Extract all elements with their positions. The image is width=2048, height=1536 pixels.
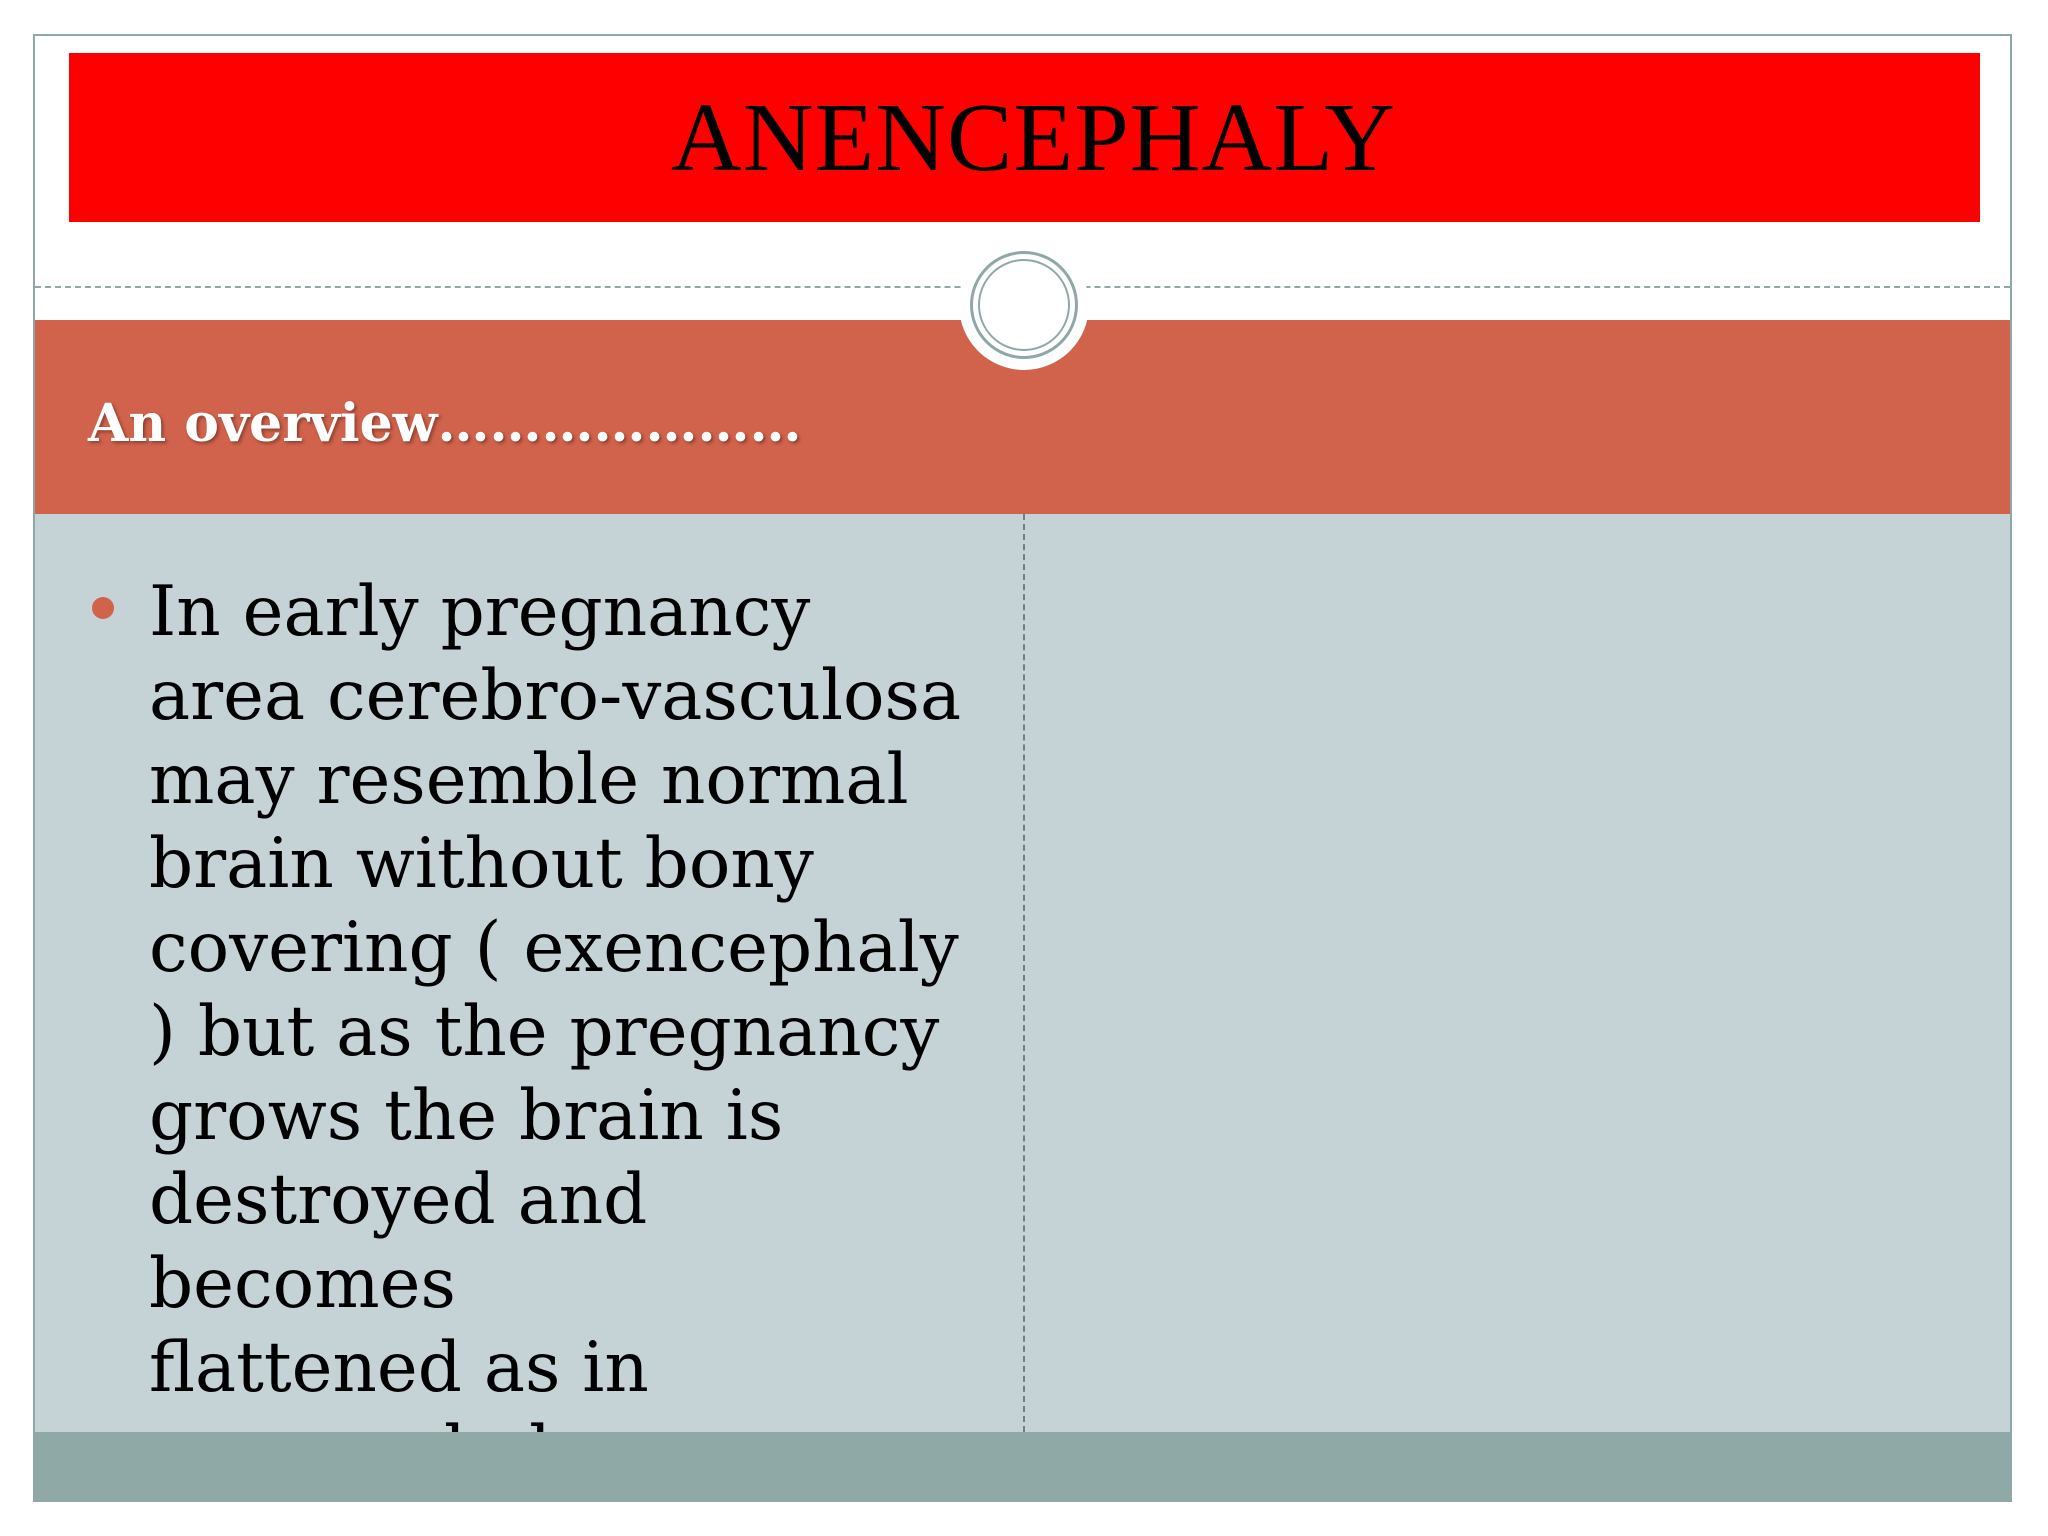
slide (33, 34, 2012, 1502)
footer-band (35, 1432, 2010, 1502)
circle-ring (970, 251, 1078, 359)
bullet-dot-icon (92, 597, 114, 619)
circle-ornament-icon (959, 240, 1089, 370)
column-divider (1023, 514, 1025, 1432)
slide-subtitle: An overview………………… (88, 393, 802, 454)
slide-title: ANENCEPHALY (670, 83, 1397, 192)
bullet-text: In early pregnancy area cerebro-vasculosa may resemble normal brain without bony covering ( exencephaly ) but as the pregnancy grows the brain is destroyed and becomes flattened as in (149, 572, 962, 1408)
title-band (69, 53, 1980, 222)
circle-ring-inner (978, 259, 1070, 351)
